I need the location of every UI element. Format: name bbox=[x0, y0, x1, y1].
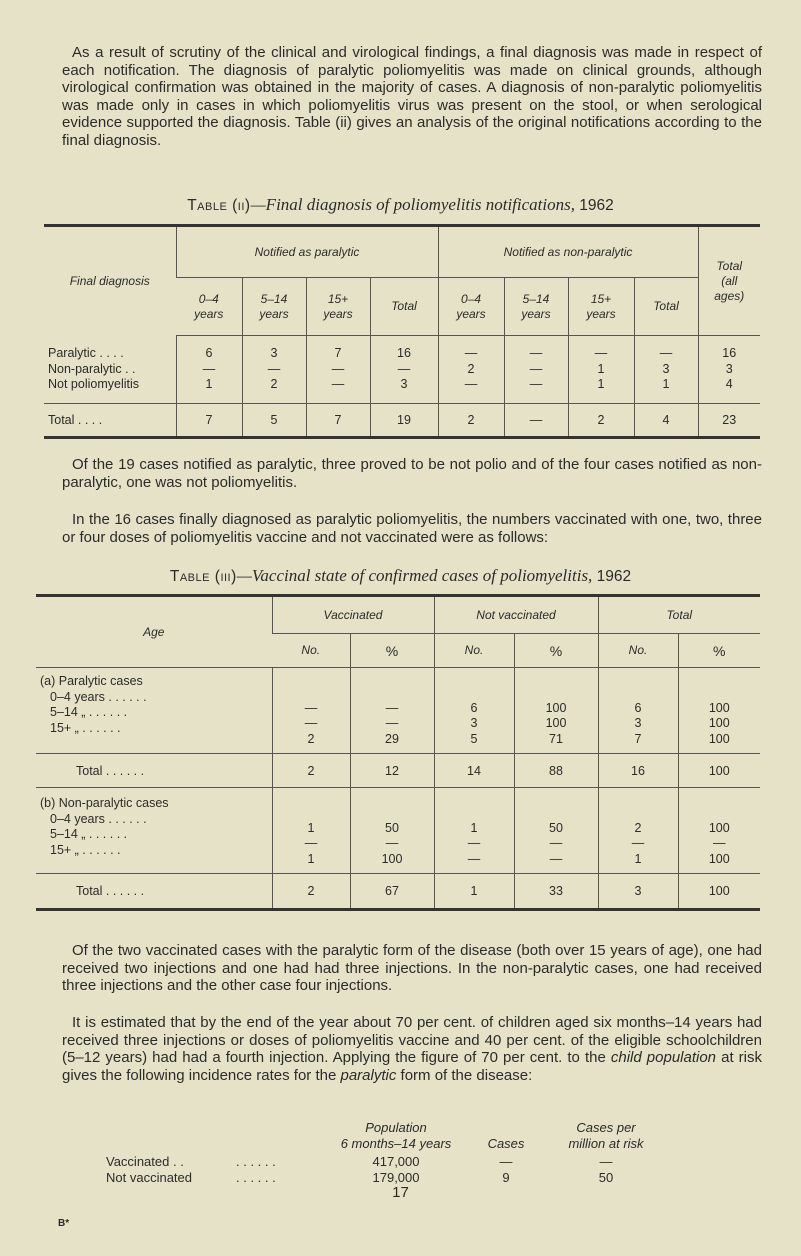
sub-years: years bbox=[323, 306, 353, 321]
cell: 100 bbox=[708, 716, 730, 730]
cell: — bbox=[529, 361, 543, 376]
sub-age: 0–4 bbox=[198, 291, 219, 306]
cell: — bbox=[267, 361, 281, 376]
table2-total-all-l3: ages) bbox=[714, 288, 745, 303]
table2-col bbox=[242, 336, 306, 404]
table3-total-cell: 33 bbox=[514, 874, 598, 910]
cell: 2 bbox=[467, 361, 475, 376]
table2-sub-15plus bbox=[306, 278, 370, 336]
table2-caption bbox=[0, 195, 801, 215]
cell: 1 bbox=[597, 377, 605, 392]
table2-total-cell: 5 bbox=[242, 404, 306, 438]
table2-total-all-l1: Total bbox=[716, 258, 743, 273]
cell: — bbox=[467, 851, 481, 866]
cell: — bbox=[385, 716, 399, 730]
row-label: 5–14 „ . . . . . . bbox=[50, 705, 128, 719]
table3-total-cell: 88 bbox=[514, 754, 598, 788]
incidence-rate: — bbox=[599, 1154, 613, 1169]
table3 bbox=[36, 594, 760, 911]
cell: 2 bbox=[307, 731, 315, 746]
cell: 1 bbox=[597, 361, 605, 376]
table3-sub-pct: % bbox=[514, 634, 598, 668]
sub-age: 5–14 bbox=[260, 291, 288, 306]
table2-col bbox=[438, 336, 504, 404]
paragraph-5 bbox=[62, 1014, 762, 1084]
row-label: 15+ „ . . . . . . bbox=[50, 842, 121, 857]
table2-total-cell: 23 bbox=[698, 404, 760, 438]
paragraph-2-text: Of the 19 cases notified as paralytic, three proved to be not polio and of the four cases notified as non-paralytic, one was not poliomyelitis. bbox=[62, 456, 762, 491]
signature-mark: B* bbox=[58, 1218, 70, 1229]
incidence-cases: 9 bbox=[502, 1170, 510, 1185]
cell: — bbox=[529, 377, 543, 392]
cell: 3 bbox=[662, 361, 670, 376]
table2-sub-np-total: Total bbox=[634, 278, 698, 336]
incidence-rate: 50 bbox=[598, 1170, 614, 1185]
table2-total-cell: 4 bbox=[634, 404, 698, 438]
cell: 100 bbox=[708, 731, 730, 746]
incidence-col-population bbox=[336, 1120, 456, 1152]
table3-total-cell: 14 bbox=[434, 754, 514, 788]
intro-paragraph bbox=[62, 44, 762, 149]
sub-years: years bbox=[194, 306, 224, 321]
cell: 2 bbox=[270, 377, 278, 392]
cell: 100 bbox=[708, 700, 730, 715]
cell: — bbox=[713, 836, 726, 850]
cell: 1 bbox=[634, 851, 642, 866]
table2-col-total-all bbox=[698, 226, 760, 336]
sub-years: years bbox=[521, 306, 551, 321]
table2-group-paralytic: Notified as paralytic bbox=[176, 226, 438, 278]
cell: — bbox=[529, 346, 543, 361]
table3-col-age: Age bbox=[36, 596, 272, 668]
table3-total-cell: 100 bbox=[678, 754, 760, 788]
row-label-notpolio: Not poliomyelitis bbox=[48, 377, 140, 391]
table3-caption-year: 1962 bbox=[596, 568, 632, 585]
table2-caption-title: —Final diagnosis of poliomyelitis notifications, bbox=[250, 195, 575, 214]
cell: 50 bbox=[385, 820, 399, 835]
table2-col bbox=[634, 336, 698, 404]
table2-sub-np-15plus bbox=[568, 278, 634, 336]
cell: 29 bbox=[385, 731, 399, 746]
table2-sub-np-0-4 bbox=[438, 278, 504, 336]
table2 bbox=[44, 224, 760, 439]
cell: — bbox=[594, 346, 608, 361]
table3-col bbox=[598, 668, 678, 754]
cell: 2 bbox=[634, 820, 642, 835]
table3-col bbox=[434, 788, 514, 874]
cell: 71 bbox=[549, 731, 563, 746]
table2-total-cell: 7 bbox=[176, 404, 242, 438]
table3-col bbox=[350, 788, 434, 874]
paragraph-5-text-c: form of the disease: bbox=[396, 1066, 533, 1084]
cell: — bbox=[549, 851, 563, 866]
page-number: 17 bbox=[392, 1184, 409, 1201]
table3-section-a-labels bbox=[36, 668, 272, 754]
table3-caption-prefix: Table (iii) bbox=[169, 568, 237, 585]
table3-group-vaccinated: Vaccinated bbox=[272, 596, 434, 634]
table2-col bbox=[176, 336, 242, 404]
row-label: 5–14 „ . . . . . . bbox=[50, 827, 128, 841]
table2-sub-np-5-14 bbox=[504, 278, 568, 336]
cell: 3 bbox=[400, 377, 408, 392]
cell: — bbox=[549, 836, 563, 850]
cell: 3 bbox=[725, 361, 733, 376]
incidence-col-rate-l1: Cases per bbox=[576, 1120, 636, 1135]
sub-age: 15+ bbox=[327, 291, 349, 306]
cell: — bbox=[464, 377, 478, 392]
cell: — bbox=[467, 836, 481, 850]
table3-sub-pct: % bbox=[350, 634, 434, 668]
table3-col bbox=[272, 788, 350, 874]
paragraph-4 bbox=[62, 942, 762, 995]
table3-sub-no: No. bbox=[434, 634, 514, 668]
cell: 3 bbox=[270, 346, 278, 361]
table3-group-total: Total bbox=[598, 596, 760, 634]
cell: — bbox=[331, 361, 345, 376]
table3-col bbox=[678, 668, 760, 754]
cell: — bbox=[659, 346, 673, 361]
table3-col bbox=[514, 788, 598, 874]
paragraph-5-text-a: It is estimated that by the end of the year about 70 per cent. of children aged six months–14 years had received three injections or doses of poliomyelitis vaccine and 40 per cent. of the eligible schoolchildren (5–12 years) had had a fourth injection. Applying the figure of 70 per cent. to the bbox=[62, 1014, 762, 1066]
table2-caption-year: 1962 bbox=[579, 197, 614, 214]
table3-total-cell: 16 bbox=[598, 754, 678, 788]
table2-total-cell: 7 bbox=[306, 404, 370, 438]
cell: 1 bbox=[470, 820, 478, 835]
cell: — bbox=[385, 700, 399, 715]
paragraph-2 bbox=[62, 456, 762, 491]
table2-col bbox=[306, 336, 370, 404]
table3-total-cell: 1 bbox=[434, 874, 514, 910]
incidence-row-dots: . . . . . . bbox=[236, 1170, 276, 1185]
row-label-paralytic: Paralytic . . . . bbox=[48, 346, 124, 360]
cell: 100 bbox=[708, 820, 730, 835]
incidence-col-rate bbox=[546, 1120, 666, 1152]
row-label-nonparalytic: Non-paralytic . . bbox=[48, 361, 136, 376]
table3-total-cell: 2 bbox=[272, 874, 350, 910]
cell: — bbox=[331, 377, 345, 392]
cell: 3 bbox=[470, 716, 478, 730]
table3-sub-no: No. bbox=[272, 634, 350, 668]
paragraph-3-text: In the 16 cases finally diagnosed as paralytic poliomyelitis, the numbers vaccinated with one, two, three or four doses of poliomyelitis vaccine and not vaccinated were as follows: bbox=[62, 511, 762, 546]
sub-age: 5–14 bbox=[522, 291, 550, 306]
paragraph-3 bbox=[62, 511, 762, 546]
cell: — bbox=[385, 836, 399, 850]
sub-years: years bbox=[259, 306, 289, 321]
table3-section-b-labels bbox=[36, 788, 272, 874]
cell: — bbox=[631, 836, 645, 850]
cell: 100 bbox=[545, 700, 567, 715]
cell: 100 bbox=[381, 851, 403, 866]
cell: 6 bbox=[470, 700, 478, 715]
cell: — bbox=[304, 716, 318, 730]
incidence-col-pop-l2: 6 months–14 years bbox=[340, 1136, 452, 1151]
table2-row-labels bbox=[44, 336, 176, 404]
sub-years: years bbox=[456, 306, 486, 321]
table3-total-cell: 100 bbox=[678, 874, 760, 910]
cell: 4 bbox=[725, 377, 733, 392]
table3-total-b-label: Total . . . . . . bbox=[36, 874, 272, 910]
row-label: 0–4 years . . . . . . bbox=[50, 811, 147, 826]
table3-col bbox=[598, 788, 678, 874]
paragraph-5-emphasis-2: paralytic bbox=[340, 1066, 397, 1084]
table3-col bbox=[350, 668, 434, 754]
table2-sub-total: Total bbox=[370, 278, 438, 336]
table2-total-all-l2: (all bbox=[721, 273, 738, 288]
incidence-pop: 179,000 bbox=[372, 1170, 420, 1185]
table2-total-cell: 19 bbox=[370, 404, 438, 438]
incidence-col-pop-l1: Population bbox=[365, 1120, 427, 1135]
row-label: 0–4 years . . . . . . bbox=[50, 689, 147, 704]
table3-sub-pct: % bbox=[678, 634, 760, 668]
section-heading: (a) Paralytic cases bbox=[40, 674, 143, 688]
incidence-pop: 417,000 bbox=[372, 1154, 420, 1169]
table2-total-cell: — bbox=[504, 404, 568, 438]
cell: 100 bbox=[545, 716, 567, 730]
incidence-col-rate-l2: million at risk bbox=[568, 1136, 644, 1151]
incidence-row-label: Not vaccinated bbox=[106, 1170, 192, 1185]
cell: 6 bbox=[205, 346, 213, 361]
table3-total-cell: 67 bbox=[350, 874, 434, 910]
table2-total-cell: 2 bbox=[568, 404, 634, 438]
incidence-cases: — bbox=[499, 1154, 513, 1169]
table2-col bbox=[504, 336, 568, 404]
table2-col bbox=[698, 336, 760, 404]
table3-total-cell: 2 bbox=[272, 754, 350, 788]
cell: 16 bbox=[722, 346, 737, 361]
row-label: 15+ „ . . . . . . bbox=[50, 720, 121, 735]
cell: — bbox=[397, 361, 411, 376]
cell: 1 bbox=[205, 377, 213, 392]
cell: 16 bbox=[397, 346, 411, 361]
table2-col bbox=[568, 336, 634, 404]
table3-caption bbox=[0, 566, 801, 586]
table3-col bbox=[272, 668, 350, 754]
cell: 7 bbox=[634, 731, 642, 746]
table3-total-cell: 12 bbox=[350, 754, 434, 788]
table2-sub-5-14 bbox=[242, 278, 306, 336]
table2-col bbox=[370, 336, 438, 404]
table3-total-a-label: Total . . . . . . bbox=[36, 754, 272, 788]
table2-caption-prefix: Table (ii) bbox=[187, 197, 251, 214]
cell: 5 bbox=[470, 731, 478, 746]
table2-sub-0-4 bbox=[176, 278, 242, 336]
cell: 3 bbox=[634, 716, 642, 730]
table3-col bbox=[514, 668, 598, 754]
incidence-row-label: Vaccinated . . bbox=[106, 1154, 184, 1169]
intro-paragraph-text: As a result of scrutiny of the clinical and virological findings, a final diagnosis was made in respect of each notification. The diagnosis of paralytic poliomyelitis was made on clinical grounds, although virological confirmation was obtained in the majority of cases. A diagnosis of non-paralytic poliomyelitis was made only in cases in which poliomyelitis virus was present on the stool, or when serological evidence supported the diagnosis. Table (ii) gives an analysis of the original notifications according to the final diagnosis. bbox=[62, 44, 762, 149]
paragraph-5-text-b: at risk gives the following incidence rates for the bbox=[62, 1049, 762, 1084]
cell: — bbox=[202, 361, 216, 376]
cell: 1 bbox=[662, 377, 670, 392]
cell: 1 bbox=[307, 820, 315, 835]
table2-col-final-diagnosis: Final diagnosis bbox=[44, 226, 176, 336]
cell: 1 bbox=[307, 851, 315, 866]
table2-group-nonparalytic: Notified as non-paralytic bbox=[438, 226, 698, 278]
paragraph-5-emphasis-1: child population bbox=[610, 1049, 717, 1066]
section-heading: (b) Non-paralytic cases bbox=[40, 796, 169, 810]
incidence-row-dots: . . . . . . bbox=[236, 1154, 276, 1169]
sub-age: 15+ bbox=[590, 291, 612, 306]
table3-col bbox=[434, 668, 514, 754]
cell: 50 bbox=[549, 820, 563, 835]
table3-total-cell: 3 bbox=[598, 874, 678, 910]
table3-col bbox=[678, 788, 760, 874]
table3-sub-no: No. bbox=[598, 634, 678, 668]
cell: — bbox=[304, 700, 318, 715]
table3-group-notvaccinated: Not vaccinated bbox=[434, 596, 598, 634]
table2-total-cell: 2 bbox=[438, 404, 504, 438]
table2-total-label: Total . . . . bbox=[44, 404, 176, 438]
cell: 7 bbox=[334, 346, 342, 361]
table3-caption-title: —Vaccinal state of confirmed cases of poliomyelitis, bbox=[236, 566, 593, 585]
cell: 6 bbox=[634, 700, 642, 715]
paragraph-4-text: Of the two vaccinated cases with the paralytic form of the disease (both over 15 years of age), one had received two injections and one had had three injections. In the non-paralytic cases, one had received three injections and the other case four injections. bbox=[62, 942, 762, 994]
cell: — bbox=[464, 346, 478, 361]
sub-age: 0–4 bbox=[460, 291, 482, 306]
cell: — bbox=[304, 836, 318, 850]
incidence-col-cases: Cases bbox=[487, 1136, 525, 1151]
cell: 100 bbox=[708, 851, 730, 866]
sub-years: years bbox=[586, 306, 616, 321]
